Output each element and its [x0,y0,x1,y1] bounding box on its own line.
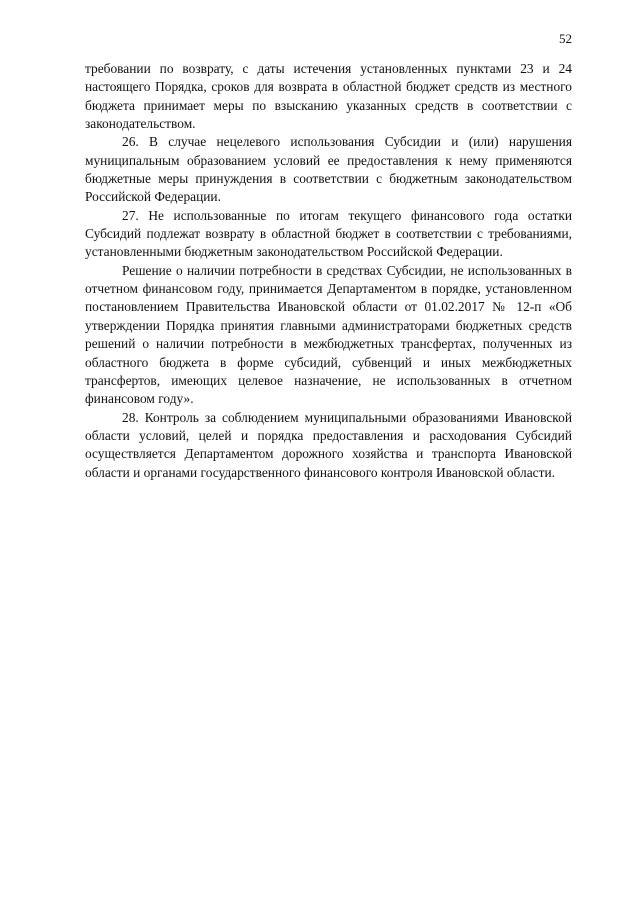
paragraph-continuation: требовании по возврату, с даты истечения установленных пунктами 23 и 24 настоящего Порядка, сроков для возврата в областной бюджет средств из местного бюджета принимает меры по взысканию указанных средств в соответствии с законодательством. [85,61,572,132]
paragraph-decision: Решение о наличии потребности в средствах Субсидии, не использованных в отчетном финансовом году, принимается Департаментом в порядке, установленном постановлением Правительства Ивановской области от 01.02.2017 № 12-п «Об утверждении Порядка принятия главными администраторами бюджетных средств решений о наличии потребности в межбюджетных трансфертах, полученных из областного бюджета в форме субсидий, субвенций и иных межбюджетных трансфертов, имеющих целевое назначение, не использованных в отчетном финансовом году». [85,262,572,407]
paragraph-26: 26. В случае нецелевого использования Субсидии и (или) нарушения муниципальным образованием условий ее предоставления к нему применяются бюджетные меры принуждения в соответствии с бюджетным законодательством Российской Федерации. [85,134,572,205]
page-number: 52 [559,31,572,46]
paragraph-28: 28. Контроль за соблюдением муниципальными образованиями Ивановской области условий, целей и порядка предоставления и расходования Субсидий осуществляется Департаментом дорожного хозяйства и транспорта Ивановской области и органами государственного финансового контроля Ивановской области. [85,409,572,480]
document-body [85,60,572,482]
paragraph-27: 27. Не использованные по итогам текущего финансового года остатки Субсидий подлежат возврату в областной бюджет в соответствии с требованиями, установленными бюджетным законодательством Российской Федерации. [85,207,572,260]
